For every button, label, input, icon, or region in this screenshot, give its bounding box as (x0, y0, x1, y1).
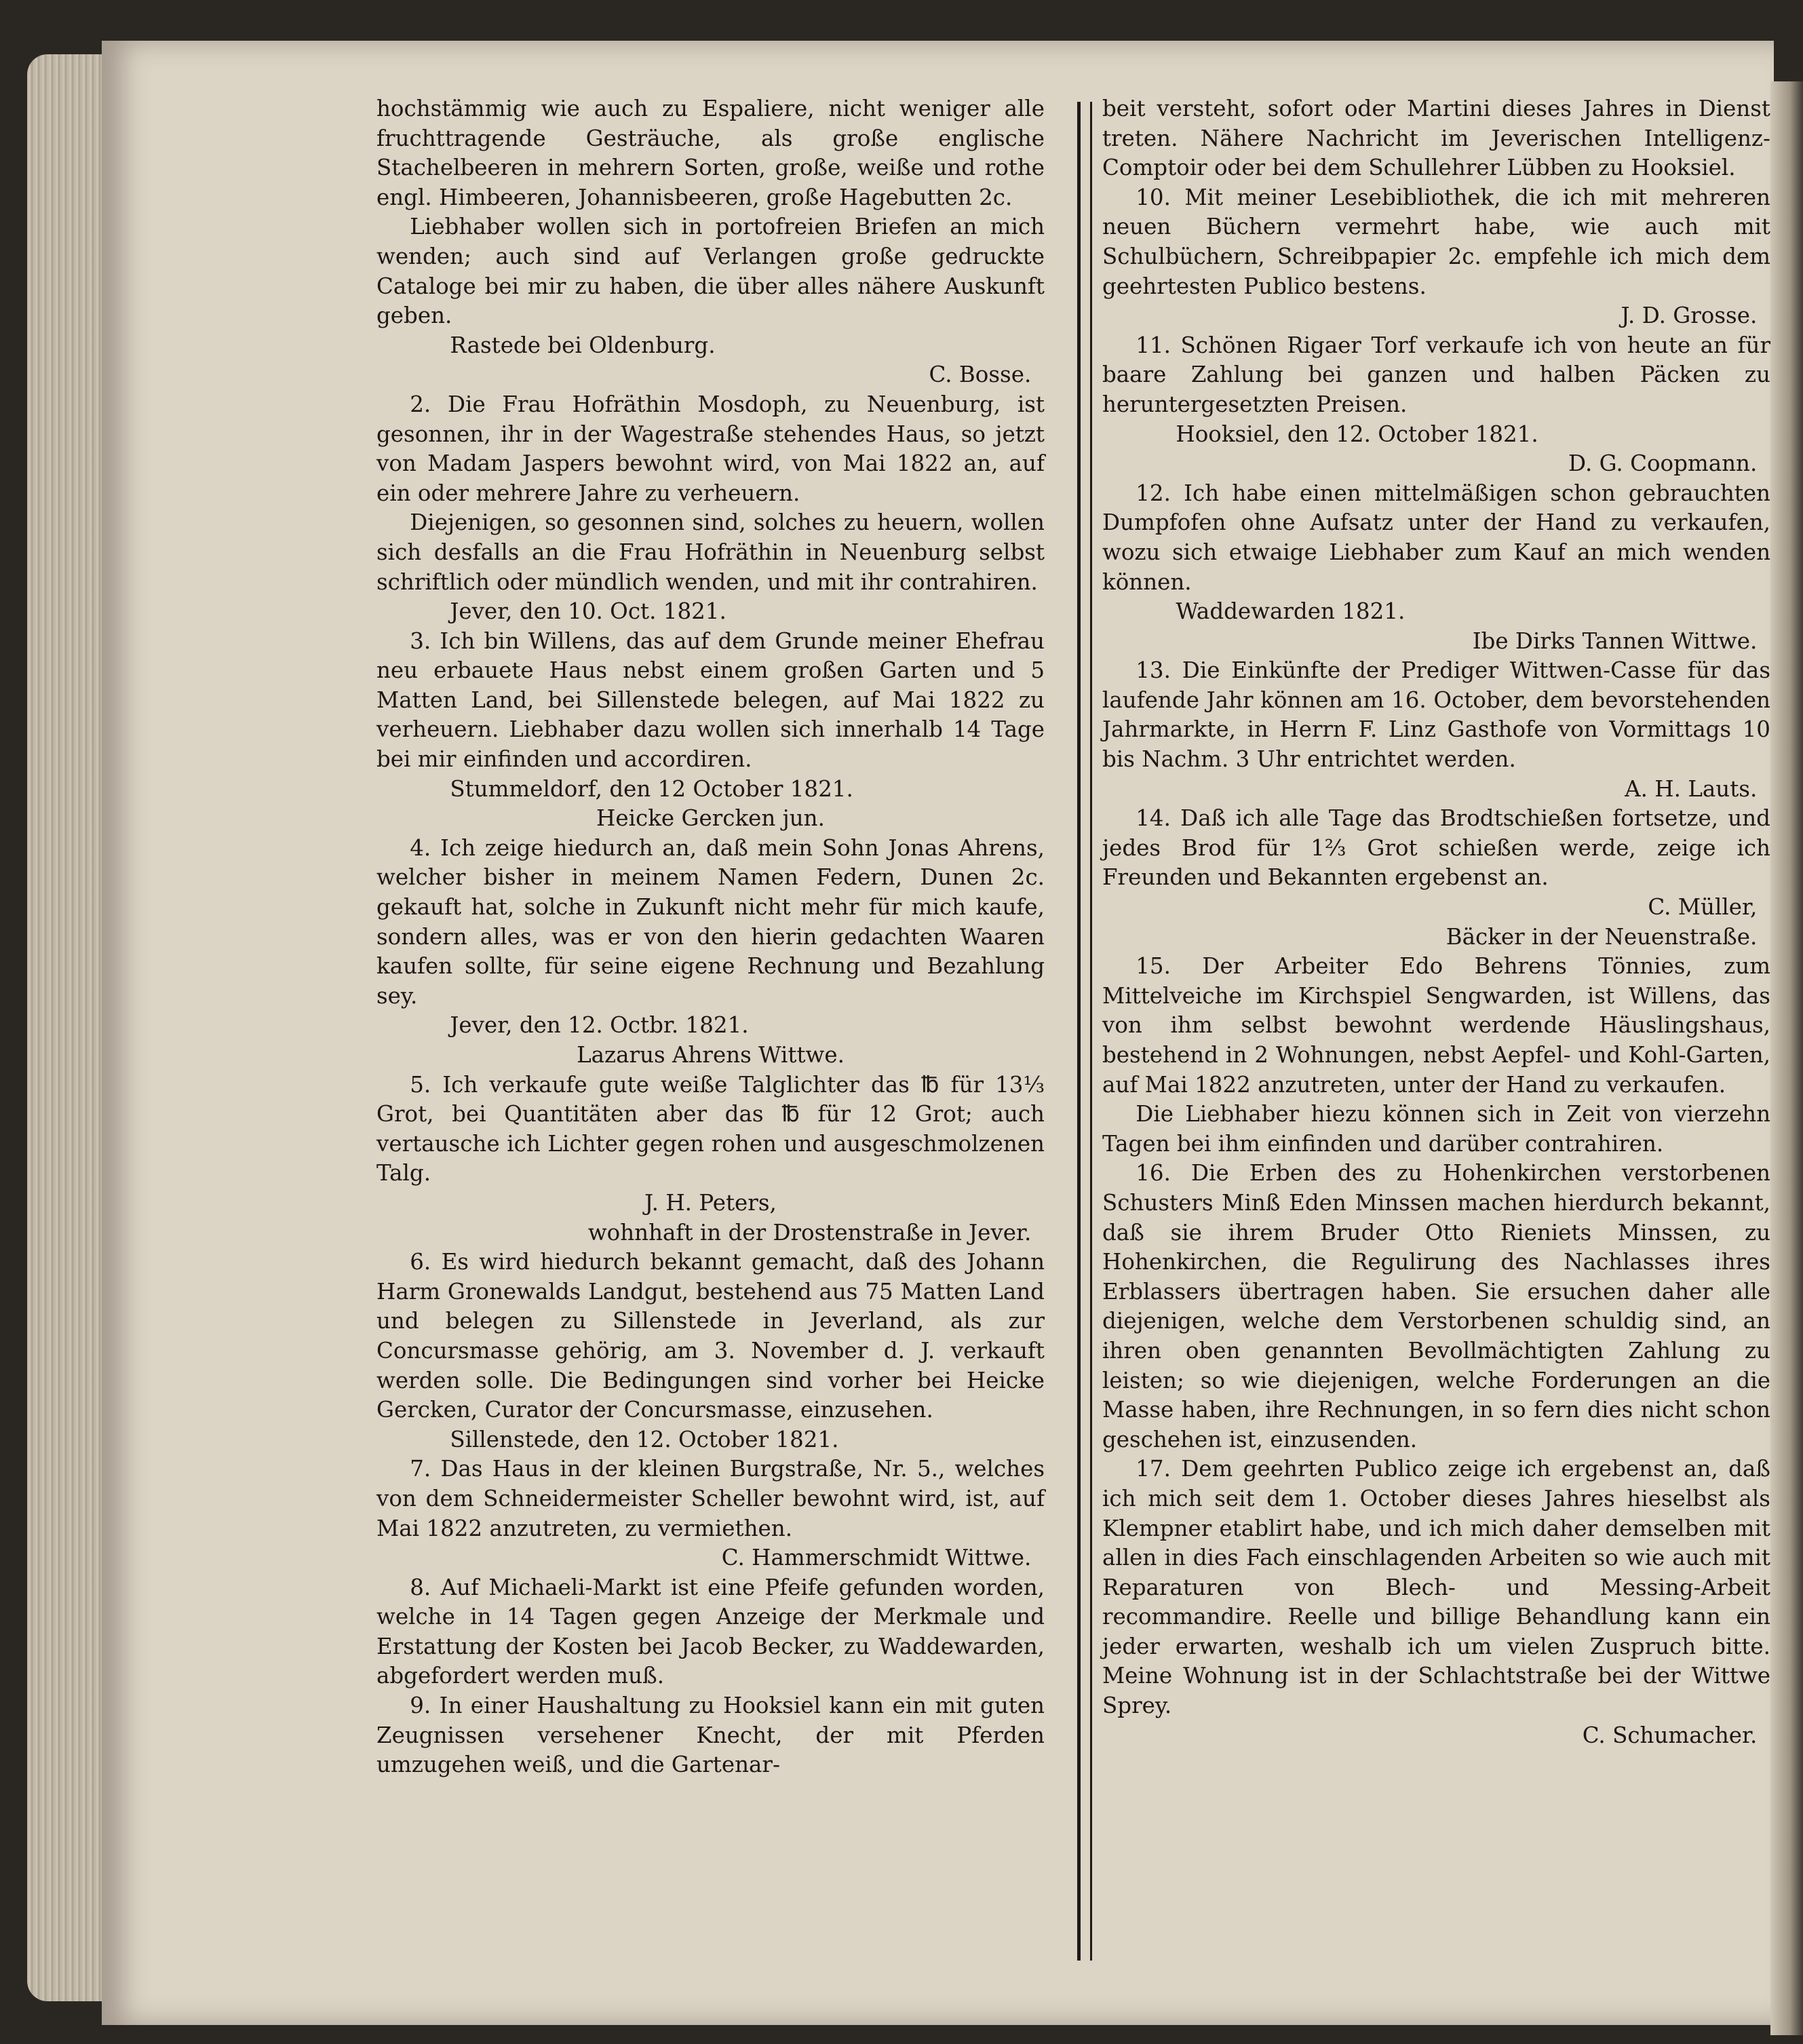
notice-8 (376, 1573, 1045, 1691)
notice-text: 3. Ich bin Willens, das auf dem Grunde meiner Ehefrau neu erbauete Haus nebst einem großen Garten und 5 Matten Land, bei Sillenstede belegen, auf Mai 1822 zu verheuern. Liebhaber dazu wollen sich innerhalb 14 Tage bei mir einfinden und accordiren. (376, 627, 1045, 773)
notice-signature: Heicke Gercken jun. (596, 805, 825, 832)
notice-text: beit versteht, sofort oder Martini dieses Jahres in Dienst treten. Nähere Nachricht im Jeverischen Intelligenz-Comptoir oder bei dem Schullehrer Lübben zu Hooksiel. (1102, 95, 1770, 181)
notice-signature-line-2: wohnhaft in der Drostenstraße in Jever. (587, 1218, 1032, 1246)
notice-text: 5. Ich verkaufe gute weiße Talglichter das ℔ für 13⅓ Grot, bei Quantitäten aber das ℔ für 12 Grot; auch vertausche ich Lichter gegen rohen und ausgeschmolzenen Talg. (376, 1071, 1045, 1187)
notice-text: 8. Auf Michaeli-Markt ist eine Pfeife gefunden worden, welche in 14 Tagen gegen Anzeige der Merkmale und Erstattung der Kosten bei Jacob Becker, zu Waddewarden, abgefordert werden muß. (376, 1573, 1045, 1689)
notice-7 (376, 1454, 1045, 1572)
notice-signature: J. D. Grosse. (1621, 302, 1758, 329)
notice-text: 12. Ich habe einen mittelmäßigen schon gebrauchten Dumpfofen ohne Aufsatz unter der Hand zu verkaufen, wozu sich etwaige Liebhaber zum Kauf an mich wenden können. (1102, 479, 1770, 595)
notice-signature: C. Schumacher. (1582, 1721, 1758, 1748)
notice-9-continued (1102, 94, 1770, 182)
notice-text: Die Liebhaber hiezu können sich in Zeit von vierzehn Tagen bei ihm einfinden und darüber contrahiren. (1102, 1100, 1770, 1157)
right-column (1102, 94, 1770, 1750)
notice-signature: C. Müller, (1648, 893, 1758, 921)
notice-5 (376, 1070, 1045, 1248)
notice-text: 6. Es wird hiedurch bekannt gemacht, daß des Johann Harm Gronewalds Landgut, bestehend aus 75 Matten Land und belegen zu Sillenstede in Jeverland, als zur Concursmasse gehörig, am 3. November d. J. verkauft werden solle. Die Bedingungen sind vorher bei Heicke Gercken, Curator der Concursmasse, einzusehen. (376, 1248, 1045, 1423)
notice-13 (1102, 655, 1770, 803)
notice-1 (376, 94, 1045, 389)
notice-3 (376, 626, 1045, 833)
notice-text: 7. Das Haus in der kleinen Burgstraße, Nr. 5., welches von dem Schneidermeister Scheller bewohnt wird, ist, auf Mai 1822 anzutreten, zu vermiethen. (376, 1455, 1045, 1541)
notice-text: 13. Die Einkünfte der Prediger Wittwen-Casse für das laufende Jahr können am 16. October, dem bevorstehenden Jahrmarkte, in Herrn F. Linz Gasthofe von Vormittags 10 bis Nachm. 3 Uhr entrichtet werden. (1102, 657, 1770, 773)
notice-6 (376, 1247, 1045, 1454)
notice-text: 10. Mit meiner Lesebibliothek, die ich mit mehreren neuen Büchern vermehrt habe, wie auch mit Schulbüchern, Schreibpapier 2c. empfehle ich mich dem geehrtesten Publico bestens. (1102, 183, 1770, 299)
notice-text: 17. Dem geehrten Publico zeige ich ergebenst an, daß ich mich seit dem 1. October dieses Jahres hieselbst als Klempner etablirt habe, und ich mich daher demselben mit allen in dies Fach einschlagenden Arbeiten so wie auch mit Reparaturen von Blech- und Messing-Arbeit recommandire. Reelle und billige Behandlung kann ein jeder erwarten, weshalb ich um vielen Zuspruch bitte. Meine Wohnung ist in der Schlachtstraße bei der Wittwe Sprey. (1102, 1455, 1770, 1719)
notice-15 (1102, 951, 1770, 1158)
notice-signature: C. Bosse. (929, 361, 1032, 388)
notice-17 (1102, 1454, 1770, 1750)
notice-text: 15. Der Arbeiter Edo Behrens Tönnies, zum Mittelveiche im Kirchspiel Sengwarden, ist Willens, das von ihm selbst bewohnt werdende Häuslingshaus, bestehend in 2 Wohnungen, nebst Aepfel- und Kohl-Garten, auf Mai 1822 anzutreten, unter der Hand zu verkaufen. (1102, 952, 1770, 1098)
notice-text: 2. Die Frau Hofräthin Mosdoph, zu Neuenburg, ist gesonnen, ihr in der Wagestraße stehendes Haus, so jetzt von Madam Jaspers bewohnt wird, von Mai 1822 an, auf ein oder mehrere Jahre zu verheuern. (376, 390, 1045, 506)
notice-text: Diejenigen, so gesonnen sind, solches zu heuern, wollen sich desfalls an die Frau Hofräthin in Neuenburg selbst schriftlich oder mündlich wenden, und mit ihr contrahiren. (376, 509, 1045, 595)
notice-10 (1102, 182, 1770, 330)
notice-2 (376, 389, 1045, 626)
notice-text: 14. Daß ich alle Tage das Brodtschießen fortsetze, und jedes Brod für 1⅔ Grot schießen werde, zeige ich Freunden und Bekannten ergebenst an. (1102, 805, 1770, 891)
notice-text: hochstämmig wie auch zu Espaliere, nicht weniger alle fruchttragende Gesträuche, als große englische Stachelbeeren in mehrern Sorten, große, weiße und rothe engl. Himbeeren, Johannisbeeren, große Hagebutten 2c. (376, 95, 1045, 210)
next-page-edge (1770, 81, 1803, 2035)
notice-place: Jever, den 10. Oct. 1821. (450, 598, 726, 625)
notice-14 (1102, 803, 1770, 951)
notice-4 (376, 833, 1045, 1070)
notice-signature: J. H. Peters, (644, 1189, 777, 1216)
notice-text: 16. Die Erben des zu Hohenkirchen verstorbenen Schusters Minß Eden Minssen machen hierdurch bekannt, daß sie ihrem Bruder Otto Rieniets Minssen, zu Hohenkirchen, die Regulirung des Nachlasses ihres Erblassers übertragen haben. Sie ersuchen daher alle diejenigen, welche dem Verstorbenen schuldig sind, an ihren oben genannten Bevollmächtigten Zahlung zu leisten; so wie diejenigen, welche Forderungen an die Masse haben, ihre Rechnungen, in so fern dies nicht schon geschehen ist, einzusenden. (1102, 1159, 1770, 1452)
notice-signature: Lazarus Ahrens Wittwe. (577, 1041, 845, 1068)
notice-signature: A. H. Lauts. (1625, 775, 1758, 802)
column-divider (1077, 102, 1092, 1961)
notice-text: 4. Ich zeige hiedurch an, daß mein Sohn Jonas Ahrens, welcher bisher in meinem Namen Federn, Dunen 2c. gekauft hat, solche in Zukunft nicht mehr für mich kaufe, sondern alles, was er von den hierin gedachten Waaren kaufen sollte, für seine eigene Rechnung und Bezahlung sey. (376, 834, 1045, 1009)
notice-16 (1102, 1158, 1770, 1454)
notice-signature: Ibe Dirks Tannen Wittwe. (1472, 627, 1758, 654)
notice-signature-line-2: Bäcker in der Neuenstraße. (1446, 923, 1758, 950)
notice-place: Rastede bei Oldenburg. (450, 331, 716, 358)
notice-signature: D. G. Coopmann. (1568, 450, 1758, 477)
notice-text: Liebhaber wollen sich in portofreien Briefen an mich wenden; auch sind auf Verlangen große gedruckte Cataloge bei mir zu haben, die über alles nähere Auskunft geben. (376, 213, 1045, 329)
notice-place: Sillenstede, den 12. October 1821. (450, 1425, 839, 1452)
notice-text: 9. In einer Haushaltung zu Hooksiel kann ein mit guten Zeugnissen versehener Knecht, der mit Pferden umzugehen weiß, und die Gartenar- (376, 1692, 1045, 1778)
notice-9-start (376, 1691, 1045, 1779)
notice-place: Waddewarden 1821. (1176, 598, 1405, 625)
notice-text: 11. Schönen Rigaer Torf verkaufe ich von heute an für baare Zahlung bei ganzen und halben Päcken zu heruntergesetzten Preisen. (1102, 331, 1770, 417)
notice-place: Stummeldorf, den 12 October 1821. (450, 775, 853, 802)
notice-place: Jever, den 12. Octbr. 1821. (450, 1011, 749, 1039)
notice-12 (1102, 478, 1770, 656)
notice-signature: C. Hammerschmidt Wittwe. (721, 1544, 1032, 1571)
notice-place: Hooksiel, den 12. October 1821. (1176, 420, 1538, 447)
left-column (376, 94, 1045, 1779)
notice-11 (1102, 330, 1770, 478)
